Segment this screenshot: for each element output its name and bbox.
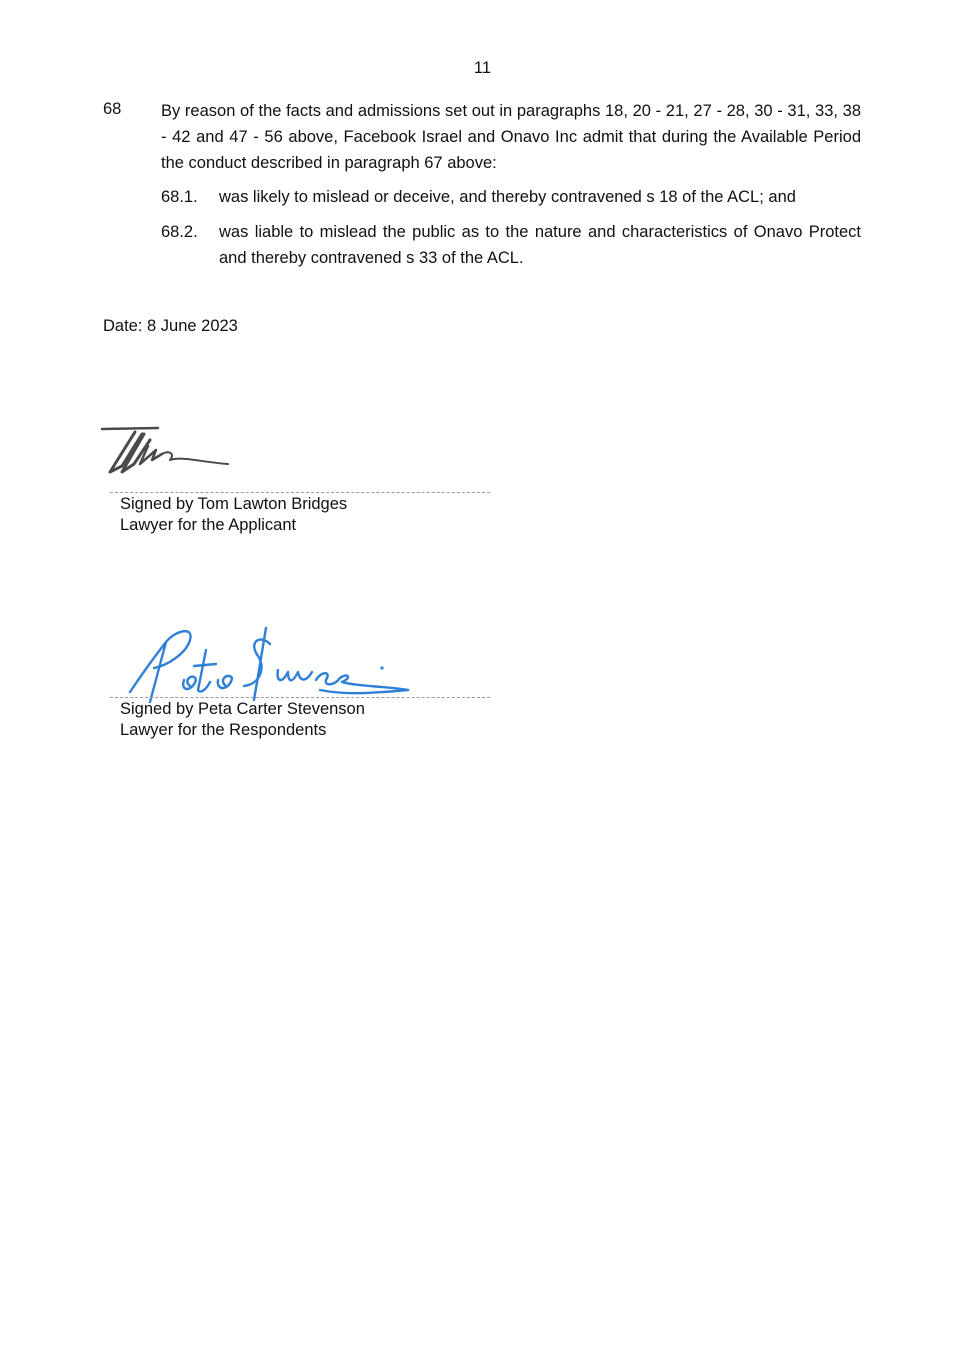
page-number: 11 <box>473 59 492 77</box>
signature-line <box>110 697 490 698</box>
sub-paragraph-number: 68.2. <box>161 223 198 241</box>
sub-paragraph-68-2 <box>161 219 861 271</box>
signature-block-applicant <box>110 420 492 545</box>
signatory-role: Lawyer for the Respondents <box>120 721 327 739</box>
handwritten-signature-grey-icon <box>100 420 250 490</box>
paragraph-text: By reason of the facts and admissions set out in paragraphs 18, 20 - 21, 27 - 28, 30 - 31, 33, 38 - 42 and 47 - 56 above, Facebook Israel and Onavo Inc admit that during the Available Period the conduct described in paragraph 67 above: <box>161 102 861 172</box>
paragraph-number: 68 <box>103 100 122 118</box>
sub-paragraph-number: 68.1. <box>161 188 198 206</box>
sub-paragraph-text: was liable to mislead the public as to the nature and characteristics of Onavo Protect and thereby contravened s 33 of the ACL. <box>219 223 861 267</box>
signatory-role: Lawyer for the Applicant <box>120 516 297 534</box>
sub-paragraph-text: was likely to mislead or deceive, and thereby contravened s 18 of the ACL; and <box>219 188 796 206</box>
signatory-name: Signed by Peta Carter Stevenson <box>120 700 365 718</box>
document-date: Date: 8 June 2023 <box>103 317 238 335</box>
signatory-name: Signed by Tom Lawton Bridges <box>120 495 348 513</box>
signature-line <box>110 492 490 493</box>
signature-block-respondents <box>110 620 492 745</box>
sub-paragraph-68-1 <box>161 184 861 210</box>
